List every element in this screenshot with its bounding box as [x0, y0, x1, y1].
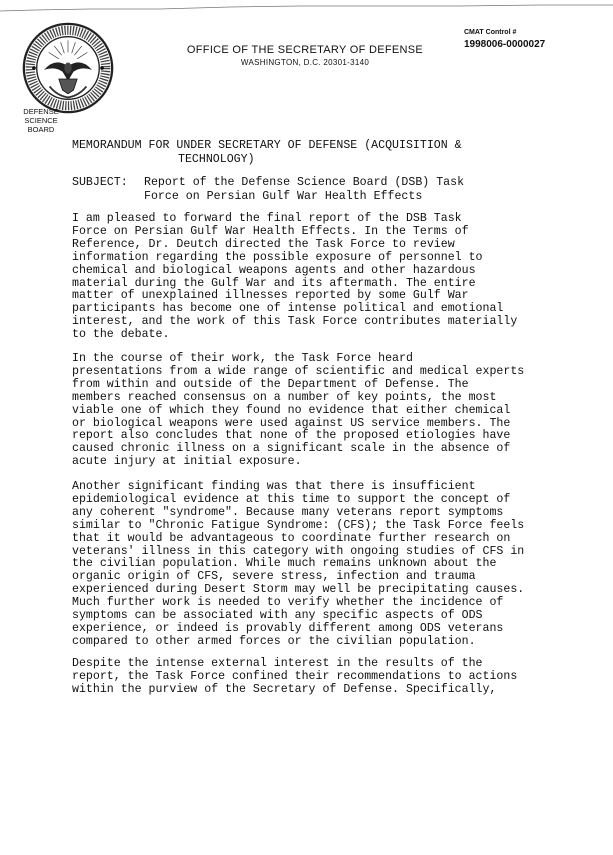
body-paragraph-3: Another significant finding was that there is insufficient epidemiological evidence at this time to support the concept of any coherent "syndrome". Because many veterans report symptoms similar to "Chronic Fatigue Syndrome: (CFS); the Task Force feels that it would be advantageous to coordinate further research on veterans' illness in this category with ongoing studies of CFS in the civilian population. While much remains unknown about the organic origin of CFS, severe stress, infection and trauma experienced during Desert Storm may well be precipitating causes. Much further work is needed to verify whether the incidence of symptoms can be associated with any specific aspects of ODS experience, or indeed is provably different among ODS veterans compared to other armed forces or the civilian population.	[72, 480, 525, 648]
board-name-line2: BOARD	[27, 125, 55, 134]
body-paragraph-4: Despite the intense external interest in the results of the report, the Task Force confined their recommendations to actions within the purview of the Secretary of Defense. Specifically,	[72, 657, 518, 696]
control-stamp	[464, 29, 545, 50]
board-name	[6, 107, 76, 134]
office-title: OFFICE OF THE SECRETARY OF DEFENSE	[186, 44, 424, 56]
memo-to-line2: TECHNOLOGY)	[178, 152, 255, 166]
office-address: WASHINGTON, D.C. 20301-3140	[240, 58, 370, 67]
scan-edge-line	[0, 0, 613, 14]
body-paragraph-2: In the course of their work, the Task Force heard presentations from a wide range of scientific and medical experts from within and outside of the Department of Defense. The members reached consensus on a number of key points, the most viable one of which they found no evidence that either chemical or biological weapons were used against US service members. The report also concludes that none of the proposed etiologies have caused chronic illness on a significant scale in the absence of acute injury at initial exposure.	[72, 352, 525, 469]
board-name-line1: DEFENSE SCIENCE	[23, 107, 59, 125]
memo-subject	[72, 176, 464, 203]
body-paragraph-1: I am pleased to forward the final report of the DSB Task Force on Persian Gulf War Health Effects. In the Terms of Reference, Dr. Deutch directed the Task Force to review information regarding the possible exposure of personnel to chemical and biological weapons agents and other hazardous material during the Gulf War and its aftermath. The entire matter of unexplained illnesses reported by some Gulf War participants has become one of intense political and emotional interest, and the work of this Task Force contributes materially to the debate.	[72, 212, 518, 342]
control-number: 1998006-0000027	[464, 39, 546, 50]
memo-to-line1: MEMORANDUM FOR UNDER SECRETARY OF DEFENSE (ACQUISITION &	[72, 139, 462, 152]
letterhead	[150, 44, 460, 67]
subject-label: SUBJECT:	[72, 176, 128, 189]
control-label: CMAT Control #	[464, 29, 517, 36]
dod-seal-icon	[22, 22, 114, 114]
memo-addressee	[72, 139, 462, 166]
subject-line2: Force on Persian Gulf War Health Effects	[144, 189, 423, 203]
subject-line1: Report of the Defense Science Board (DSB) Task	[144, 176, 465, 189]
